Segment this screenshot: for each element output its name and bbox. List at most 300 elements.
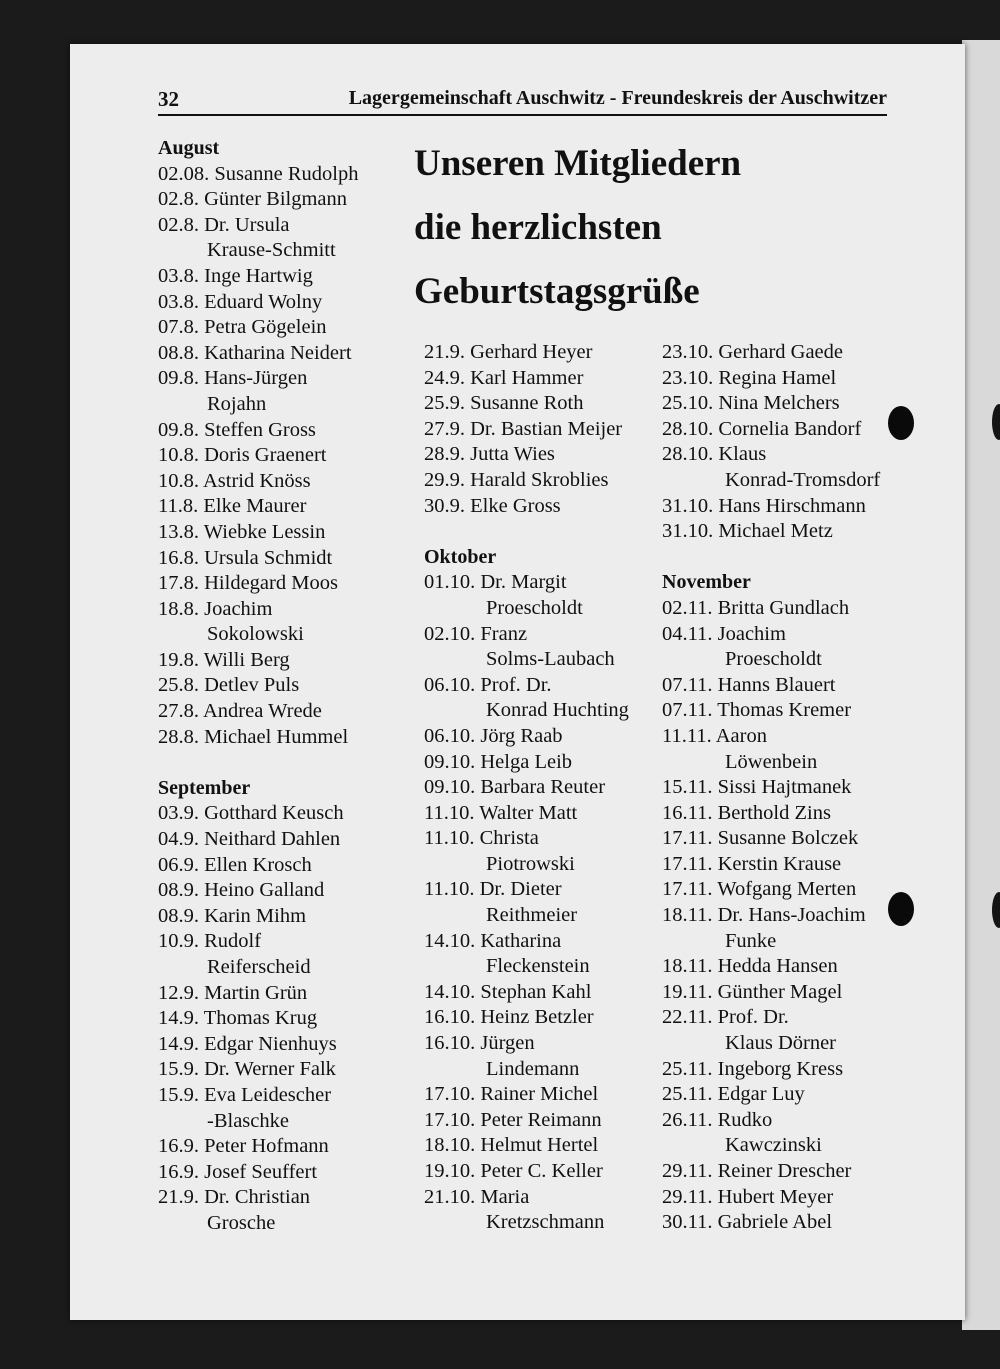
entry-name-continuation: -Blaschke xyxy=(207,1109,289,1132)
entry-name: Hans Hirschmann xyxy=(718,494,866,517)
entry-name: Ingeborg Kress xyxy=(717,1057,844,1080)
entry-name: Günther Magel xyxy=(717,980,843,1003)
entry-name: Dr. Dieter xyxy=(479,878,562,901)
entry-name: Kerstin Krause xyxy=(717,852,842,875)
entry-name: Dr. Margit xyxy=(480,571,567,594)
title-line-3: Geburtstagsgrüße xyxy=(414,271,700,312)
birthday-entry xyxy=(158,264,408,290)
entry-name: Eva Leidescher xyxy=(204,1083,332,1106)
entry-date: 07.11. xyxy=(662,699,713,722)
entry-date: 12.9. xyxy=(158,981,199,1004)
birthday-entry xyxy=(662,954,922,980)
entry-name: Stephan Kahl xyxy=(480,980,592,1003)
birthday-entry xyxy=(424,622,664,673)
birthday-entry xyxy=(158,546,408,572)
entry-date: 21.9. xyxy=(424,341,465,363)
entry-name: Walter Matt xyxy=(479,801,578,824)
entry-name: Steffen Gross xyxy=(204,418,316,441)
entry-date: 10.8. xyxy=(158,444,199,467)
birthday-entry xyxy=(662,596,922,622)
entry-name: Thomas Kremer xyxy=(717,699,852,722)
entry-name-continuation: Kawczinski xyxy=(725,1134,822,1157)
entry-name-continuation: Sokolowski xyxy=(207,623,304,646)
birthday-entry xyxy=(424,442,664,468)
entry-name: Günter Bilgmann xyxy=(204,188,348,211)
birthday-entry xyxy=(424,750,664,776)
entry-name: Peter Hofmann xyxy=(204,1135,329,1158)
entry-date: 10.8. xyxy=(158,469,199,492)
column-1 xyxy=(158,136,408,1237)
entry-name: Peter Reimann xyxy=(480,1108,602,1131)
entry-date: 27.9. xyxy=(424,417,465,440)
entry-date: 04.11. xyxy=(662,622,713,645)
birthday-entry xyxy=(158,1083,408,1134)
entry-name: Dr. Werner Falk xyxy=(204,1058,336,1081)
entry-name: Helmut Hertel xyxy=(480,1134,599,1157)
birthday-entry xyxy=(158,597,408,648)
entry-name: Nina Melchers xyxy=(718,392,840,415)
birthday-entry xyxy=(424,1133,664,1159)
birthday-entry xyxy=(424,1159,664,1185)
entry-date: 29.9. xyxy=(424,468,465,491)
entry-name-continuation: Kretzschmann xyxy=(486,1211,605,1234)
entry-name: Katharina Neidert xyxy=(204,341,352,364)
entry-name: Regina Hamel xyxy=(718,366,837,389)
birthday-entry xyxy=(424,1005,664,1031)
entry-name: Neithard Dahlen xyxy=(204,828,341,851)
birthday-entry xyxy=(158,853,408,879)
birthday-entry xyxy=(158,213,408,264)
entry-name: Rudko xyxy=(717,1108,773,1131)
section-heading-august: August xyxy=(158,137,220,159)
entry-name: Rainer Michel xyxy=(480,1083,599,1106)
entry-date: 16.10. xyxy=(424,1006,476,1029)
entry-date: 03.8. xyxy=(158,264,199,287)
entry-name: Astrid Knöss xyxy=(203,469,311,492)
entry-date: 11.11. xyxy=(662,724,712,747)
birthday-entry xyxy=(662,1082,922,1108)
birthday-entry xyxy=(158,904,408,930)
oktober-cont-list xyxy=(662,340,922,545)
section-heading-november: November xyxy=(662,571,751,594)
birthday-entry xyxy=(158,981,408,1007)
birthday-entry xyxy=(158,801,408,827)
september-cont-list xyxy=(424,340,664,519)
entry-name: Michael Hummel xyxy=(204,725,349,748)
birthday-entry xyxy=(662,775,922,801)
birthday-entry xyxy=(662,1210,922,1236)
september-list xyxy=(158,801,408,1236)
birthday-entry xyxy=(424,775,664,801)
birthday-entry xyxy=(662,903,922,954)
birthday-entry xyxy=(424,494,664,520)
entry-date: 11.8. xyxy=(158,495,199,518)
birthday-entry xyxy=(662,698,922,724)
entry-name: Katharina xyxy=(480,929,562,952)
entry-date: 17.10. xyxy=(424,1083,476,1106)
entry-date: 15.9. xyxy=(158,1058,199,1081)
entry-name: Prof. Dr. xyxy=(717,1006,789,1029)
entry-date: 28.10. xyxy=(662,443,714,466)
birthday-entry xyxy=(662,417,922,443)
birthday-entry xyxy=(158,162,408,188)
entry-date: 09.10. xyxy=(424,750,476,773)
entry-date: 26.11. xyxy=(662,1108,713,1131)
entry-name: Ursula Schmidt xyxy=(204,546,333,569)
entry-date: 02.11. xyxy=(662,596,713,619)
entry-name-continuation: Löwenbein xyxy=(725,750,818,773)
entry-name-continuation: Solms-Laubach xyxy=(486,648,615,671)
entry-name: Ellen Krosch xyxy=(204,853,312,876)
birthday-entry xyxy=(424,1031,664,1082)
entry-name-continuation: Krause-Schmitt xyxy=(207,239,336,262)
entry-name: Edgar Luy xyxy=(717,1083,805,1106)
birthday-entry xyxy=(158,571,408,597)
entry-date: 22.11. xyxy=(662,1006,713,1029)
birthday-entry xyxy=(158,929,408,980)
entry-name: Aaron xyxy=(715,724,767,747)
birthday-entry xyxy=(424,724,664,750)
entry-date: 25.9. xyxy=(424,392,465,415)
birthday-entry xyxy=(662,877,922,903)
entry-name: Christa xyxy=(479,827,539,850)
birthday-entry xyxy=(662,724,922,775)
birthday-entry xyxy=(662,1108,922,1159)
entry-name: Jürgen xyxy=(480,1032,535,1055)
entry-name-continuation: Reithmeier xyxy=(486,904,578,927)
august-list xyxy=(158,162,408,751)
entry-name: Hildegard Moos xyxy=(204,572,338,595)
birthday-entry xyxy=(158,315,408,341)
birthday-entry xyxy=(424,1082,664,1108)
section-heading-september: September xyxy=(158,776,251,799)
entry-date: 16.8. xyxy=(158,546,199,569)
entry-name-continuation: Klaus Dörner xyxy=(725,1032,837,1055)
punch-hole-top xyxy=(888,406,914,440)
entry-name: Martin Grün xyxy=(204,981,308,1004)
entry-date: 11.10. xyxy=(424,827,475,850)
entry-date: 18.10. xyxy=(424,1134,476,1157)
page-number: 32 xyxy=(158,87,179,111)
entry-name-continuation: Proescholdt xyxy=(725,648,822,671)
entry-date: 25.10. xyxy=(662,392,714,415)
entry-name: Gerhard Gaede xyxy=(718,341,844,363)
entry-date: 29.11. xyxy=(662,1160,713,1182)
entry-name-continuation: Piotrowski xyxy=(486,852,575,875)
entry-name: Hedda Hansen xyxy=(717,955,838,978)
birthday-entry xyxy=(424,1185,664,1236)
entry-date: 16.10. xyxy=(424,1032,476,1055)
entry-name: Michael Metz xyxy=(718,520,833,543)
birthday-entry xyxy=(662,1185,922,1211)
birthday-entry xyxy=(158,290,408,316)
entry-date: 23.10. xyxy=(662,366,714,389)
birthday-entry xyxy=(158,494,408,520)
birthday-entry xyxy=(424,468,664,494)
birthday-entry xyxy=(662,980,922,1006)
section-spacer xyxy=(158,750,408,776)
entry-date: 02.08. xyxy=(158,162,210,185)
entry-date: 08.8. xyxy=(158,341,199,364)
birthday-entry xyxy=(158,469,408,495)
entry-date: 25.8. xyxy=(158,674,199,697)
entry-name: Reiner Drescher xyxy=(717,1160,852,1182)
entry-name: Hans-Jürgen xyxy=(204,367,308,390)
entry-date: 31.10. xyxy=(662,494,714,517)
birthday-entry xyxy=(424,980,664,1006)
entry-date: 16.9. xyxy=(158,1135,199,1158)
birthday-entry xyxy=(662,494,922,520)
oktober-list xyxy=(424,570,664,1235)
entry-name: Hubert Meyer xyxy=(717,1185,834,1208)
entry-name: Gabriele Abel xyxy=(717,1211,833,1234)
entry-date: 14.10. xyxy=(424,980,476,1003)
entry-name: Susanne Roth xyxy=(470,392,584,415)
entry-date: 28.10. xyxy=(662,417,714,440)
entry-date: 17.11. xyxy=(662,878,713,901)
punch-hole-edge-bottom xyxy=(992,892,1000,928)
birthday-entry xyxy=(158,1185,408,1236)
entry-name: Heino Galland xyxy=(204,879,325,902)
birthday-entry xyxy=(424,1108,664,1134)
entry-name: Elke Gross xyxy=(470,494,561,517)
entry-name: Barbara Reuter xyxy=(480,776,606,799)
entry-name: Joachim xyxy=(717,622,786,645)
birthday-entry xyxy=(662,1005,922,1056)
entry-date: 02.8. xyxy=(158,188,199,211)
entry-name: Dr. Bastian Meijer xyxy=(470,417,623,440)
entry-date: 14.9. xyxy=(158,1007,199,1030)
section-spacer xyxy=(424,519,664,545)
birthday-entry xyxy=(662,442,922,493)
entry-name: Dr. Hans-Joachim xyxy=(717,904,866,927)
entry-date: 18.11. xyxy=(662,904,713,927)
birthday-entry xyxy=(424,929,664,980)
birthday-entry xyxy=(158,725,408,751)
entry-date: 09.10. xyxy=(424,776,476,799)
entry-date: 08.9. xyxy=(158,879,199,902)
next-page-edge xyxy=(962,40,1000,1330)
page-header xyxy=(158,84,887,116)
birthday-entry xyxy=(662,801,922,827)
entry-name: Susanne Bolczek xyxy=(717,827,859,850)
entry-date: 02.10. xyxy=(424,622,476,645)
title-line-1: Unseren Mitgliedern xyxy=(414,143,742,184)
birthday-entry xyxy=(424,801,664,827)
birthday-entry xyxy=(158,187,408,213)
entry-date: 30.11. xyxy=(662,1211,713,1234)
birthday-entry xyxy=(158,520,408,546)
birthday-entry xyxy=(158,366,408,417)
title-line-2: die herzlichsten xyxy=(414,207,662,248)
running-title: Lagergemeinschaft Auschwitz - Freundeskreis der Auschwitzer xyxy=(348,87,887,109)
entry-date: 28.9. xyxy=(424,443,465,466)
birthday-entry xyxy=(158,1160,408,1186)
birthday-entry xyxy=(158,878,408,904)
entry-name: Klaus xyxy=(718,443,767,466)
entry-name: Cornelia Bandorf xyxy=(718,417,862,440)
birthday-entry xyxy=(662,826,922,852)
entry-name: Wofgang Merten xyxy=(717,878,857,901)
entry-date: 24.9. xyxy=(424,366,465,389)
entry-name: Hanns Blauert xyxy=(717,673,836,696)
entry-name-continuation: Konrad Huchting xyxy=(486,699,629,722)
birthday-entry xyxy=(158,1006,408,1032)
entry-name: Willi Berg xyxy=(203,648,290,671)
entry-date: 11.10. xyxy=(424,801,475,824)
birthday-entry xyxy=(158,673,408,699)
section-heading-oktober: Oktober xyxy=(424,545,497,568)
entry-date: 17.10. xyxy=(424,1108,476,1131)
entry-date: 14.10. xyxy=(424,929,476,952)
entry-date: 03.8. xyxy=(158,290,199,313)
entry-name: Josef Seuffert xyxy=(204,1160,318,1183)
birthday-entry xyxy=(158,699,408,725)
entry-date: 11.10. xyxy=(424,878,475,901)
entry-date: 15.11. xyxy=(662,776,713,799)
entry-name: Andrea Wrede xyxy=(203,700,322,723)
entry-date: 19.8. xyxy=(158,648,199,671)
entry-name: Eduard Wolny xyxy=(204,290,323,313)
entry-date: 13.8. xyxy=(158,520,199,543)
entry-name: Karin Mihm xyxy=(204,904,307,927)
november-list xyxy=(662,596,922,1236)
entry-name: Franz xyxy=(480,622,528,645)
entry-name: Jörg Raab xyxy=(480,724,563,747)
entry-date: 19.11. xyxy=(662,980,713,1003)
entry-date: 07.8. xyxy=(158,316,199,339)
entry-date: 14.9. xyxy=(158,1032,199,1055)
entry-date: 15.9. xyxy=(158,1083,199,1106)
entry-name-continuation: Funke xyxy=(725,929,777,952)
entry-date: 06.10. xyxy=(424,724,476,747)
birthday-entry xyxy=(424,366,664,392)
entry-date: 16.9. xyxy=(158,1160,199,1183)
birthday-entry xyxy=(424,570,664,621)
entry-name: Helga Leib xyxy=(480,750,573,773)
entry-date: 02.8. xyxy=(158,213,199,236)
punch-hole-bottom xyxy=(888,892,914,926)
entry-date: 18.11. xyxy=(662,955,713,978)
entry-name: Petra Gögelein xyxy=(204,316,327,339)
entry-date: 28.8. xyxy=(158,725,199,748)
entry-date: 19.10. xyxy=(424,1160,476,1182)
entry-name: Rudolf xyxy=(204,930,262,953)
entry-name: Gotthard Keusch xyxy=(204,802,344,825)
birthday-entry xyxy=(424,877,664,928)
entry-name: Harald Skroblies xyxy=(470,468,609,491)
entry-date: 30.9. xyxy=(424,494,465,517)
entry-date: 18.8. xyxy=(158,597,199,620)
document-page xyxy=(70,44,965,1320)
page-title xyxy=(414,132,934,324)
column-3 xyxy=(662,340,922,1236)
entry-name: Sissi Hajtmanek xyxy=(717,776,852,799)
entry-date: 06.10. xyxy=(424,673,476,696)
birthday-entry xyxy=(662,391,922,417)
entry-date: 21.9. xyxy=(158,1186,199,1209)
entry-name-continuation: Proescholdt xyxy=(486,596,583,619)
birthday-entry xyxy=(662,1159,922,1185)
entry-name: Dr. Christian xyxy=(204,1186,311,1209)
entry-name: Peter C. Keller xyxy=(480,1160,603,1182)
entry-date: 17.11. xyxy=(662,852,713,875)
entry-name: Joachim xyxy=(204,597,273,620)
entry-name: Elke Maurer xyxy=(203,495,307,518)
birthday-entry xyxy=(158,1032,408,1058)
entry-name: Prof. Dr. xyxy=(480,673,552,696)
birthday-entry xyxy=(158,418,408,444)
section-spacer xyxy=(662,545,922,571)
entry-name-continuation: Lindemann xyxy=(486,1057,580,1080)
birthday-entry xyxy=(424,826,664,877)
entry-date: 25.11. xyxy=(662,1083,713,1106)
entry-date: 09.8. xyxy=(158,418,199,441)
entry-name: Detlev Puls xyxy=(204,674,300,697)
birthday-entry xyxy=(662,366,922,392)
entry-date: 08.9. xyxy=(158,904,199,927)
entry-name: Dr. Ursula xyxy=(204,213,290,236)
entry-date: 17.8. xyxy=(158,572,199,595)
entry-date: 17.11. xyxy=(662,827,713,850)
entry-date: 03.9. xyxy=(158,802,199,825)
entry-name-continuation: Grosche xyxy=(207,1211,276,1234)
entry-date: 27.8. xyxy=(158,700,199,723)
entry-name: Thomas Krug xyxy=(203,1007,318,1030)
birthday-entry xyxy=(662,340,922,366)
entry-name: Karl Hammer xyxy=(470,366,584,389)
entry-name: Wiebke Lessin xyxy=(203,520,326,543)
birthday-entry xyxy=(158,827,408,853)
birthday-entry xyxy=(158,341,408,367)
entry-name: Berthold Zins xyxy=(717,801,831,824)
birthday-entry xyxy=(158,1057,408,1083)
entry-date: 01.10. xyxy=(424,571,476,594)
entry-date: 23.10. xyxy=(662,341,714,363)
entry-name: Heinz Betzler xyxy=(480,1006,594,1029)
entry-name-continuation: Rojahn xyxy=(207,392,267,415)
entry-date: 31.10. xyxy=(662,520,714,543)
birthday-entry xyxy=(662,673,922,699)
entry-date: 06.9. xyxy=(158,853,199,876)
entry-date: 25.11. xyxy=(662,1057,713,1080)
birthday-entry xyxy=(424,673,664,724)
entry-name: Jutta Wies xyxy=(470,443,555,466)
birthday-entry xyxy=(662,852,922,878)
entry-date: 07.11. xyxy=(662,673,713,696)
entry-name-continuation: Reiferscheid xyxy=(207,956,311,978)
birthday-entry xyxy=(424,340,664,366)
birthday-entry xyxy=(158,1134,408,1160)
entry-date: 16.11. xyxy=(662,801,713,824)
entry-name: Doris Graenert xyxy=(204,444,327,467)
entry-name-continuation: Fleckenstein xyxy=(486,955,590,978)
birthday-entry xyxy=(424,391,664,417)
entry-name: Britta Gundlach xyxy=(717,596,850,619)
entry-date: 21.10. xyxy=(424,1185,476,1208)
punch-hole-edge-top xyxy=(992,404,1000,440)
entry-name: Maria xyxy=(480,1185,530,1208)
entry-name: Inge Hartwig xyxy=(204,264,313,287)
birthday-entry xyxy=(158,443,408,469)
birthday-entry xyxy=(158,648,408,674)
entry-date: 09.8. xyxy=(158,367,199,390)
entry-name-continuation: Konrad-Tromsdorf xyxy=(725,468,881,491)
entry-date: 04.9. xyxy=(158,828,199,851)
entry-name: Edgar Nienhuys xyxy=(204,1032,337,1055)
column-2 xyxy=(424,340,664,1236)
entry-date: 29.11. xyxy=(662,1185,713,1208)
